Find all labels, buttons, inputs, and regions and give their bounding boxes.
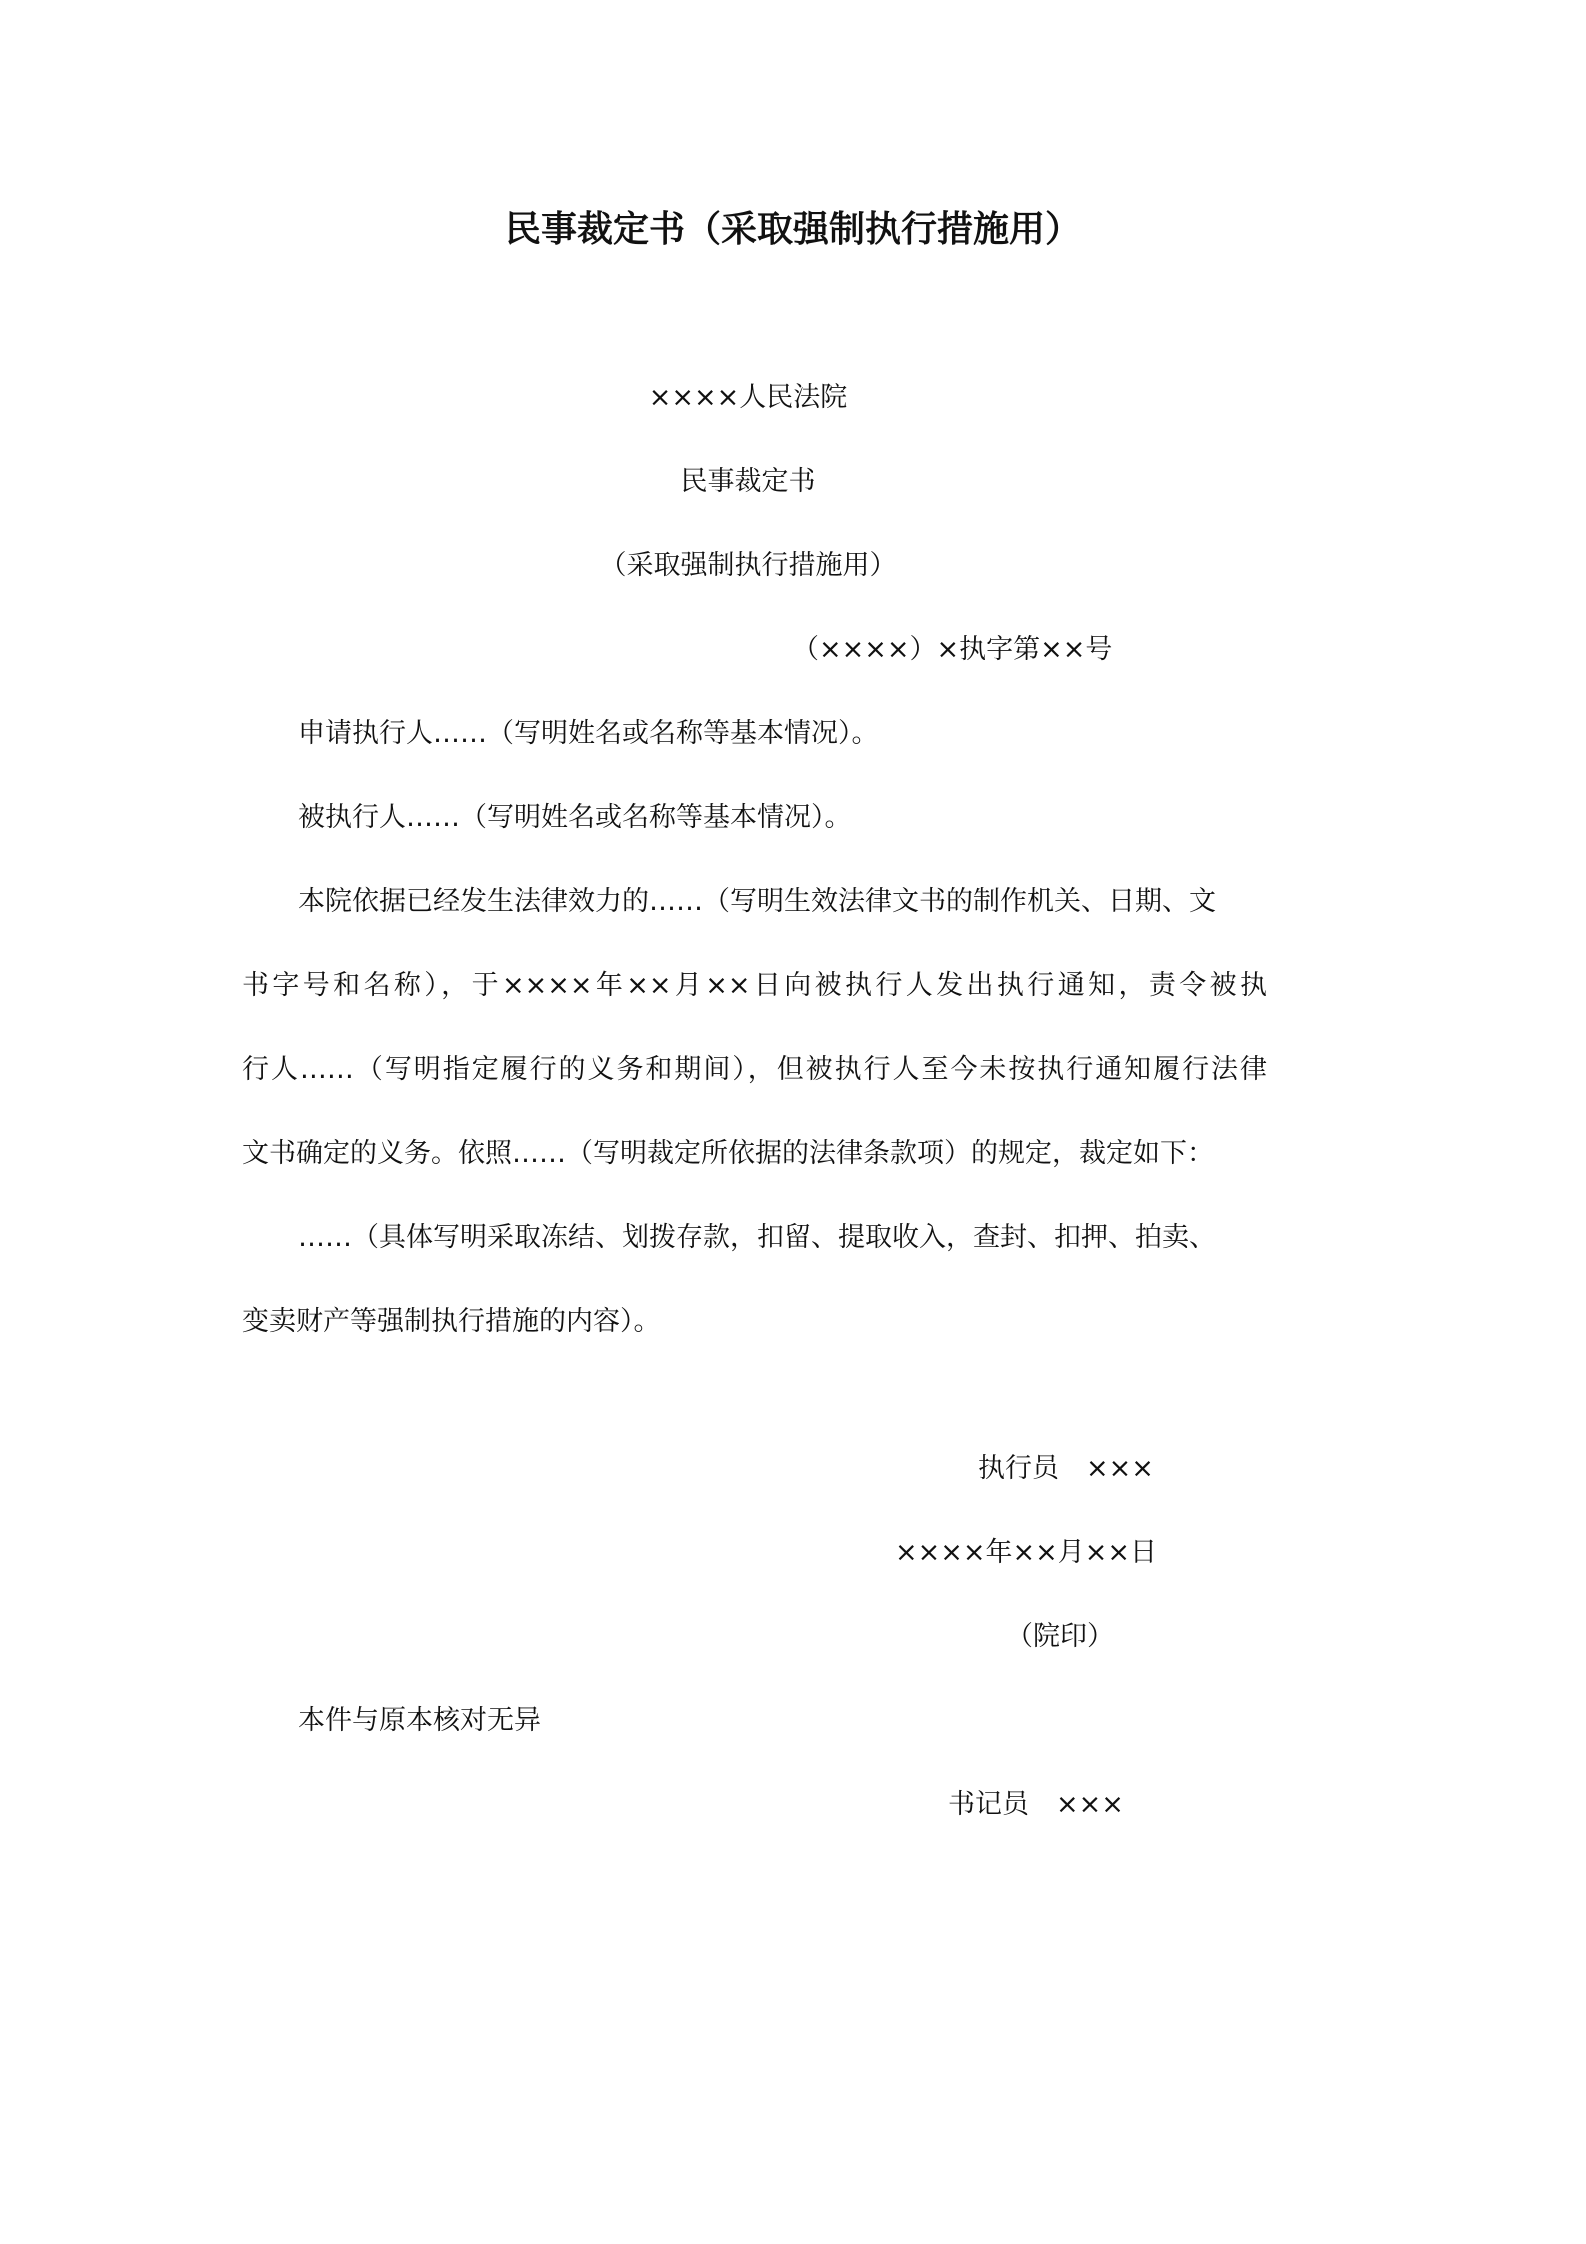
body-paragraph-line: 行人……（写明指定履行的义务和期间），但被执行人至今未按执行通知履行法律 — [242, 1054, 1267, 1085]
respondent-line: 被执行人……（写明姓名或名称等基本情况）。 — [298, 802, 852, 833]
body-paragraph-line: 书字号和名称），于××××年××月××日向被执行人发出执行通知，责令被执 — [242, 970, 1267, 1001]
verification-note: 本件与原本核对无异 — [298, 1705, 541, 1736]
document-date: ××××年××月××日 — [895, 1537, 1157, 1568]
document-title: 民事裁定书（采取强制执行措施用） — [504, 209, 1081, 250]
document-subtype: （采取强制执行措施用） — [599, 550, 897, 581]
case-number: （××××）×执字第××号 — [792, 634, 1113, 665]
court-name: ××××人民法院 — [648, 382, 848, 413]
executor-signature: 执行员 ××× — [978, 1453, 1154, 1484]
court-seal-label: （院印） — [1006, 1621, 1114, 1652]
ruling-line: ……（具体写明采取冻结、划拨存款，扣留、提取收入，查封、扣押、拍卖、 — [298, 1222, 1216, 1253]
clerk-signature: 书记员 ××× — [948, 1789, 1124, 1820]
ruling-line: 变卖财产等强制执行措施的内容）。 — [242, 1306, 661, 1337]
applicant-line: 申请执行人……（写明姓名或名称等基本情况）。 — [298, 718, 879, 749]
document-type: 民事裁定书 — [680, 466, 816, 497]
body-paragraph-line: 文书确定的义务。依照……（写明裁定所依据的法律条款项）的规定，裁定如下： — [242, 1138, 1214, 1169]
body-paragraph-line: 本院依据已经发生法律效力的……（写明生效法律文书的制作机关、日期、文 — [298, 886, 1216, 917]
